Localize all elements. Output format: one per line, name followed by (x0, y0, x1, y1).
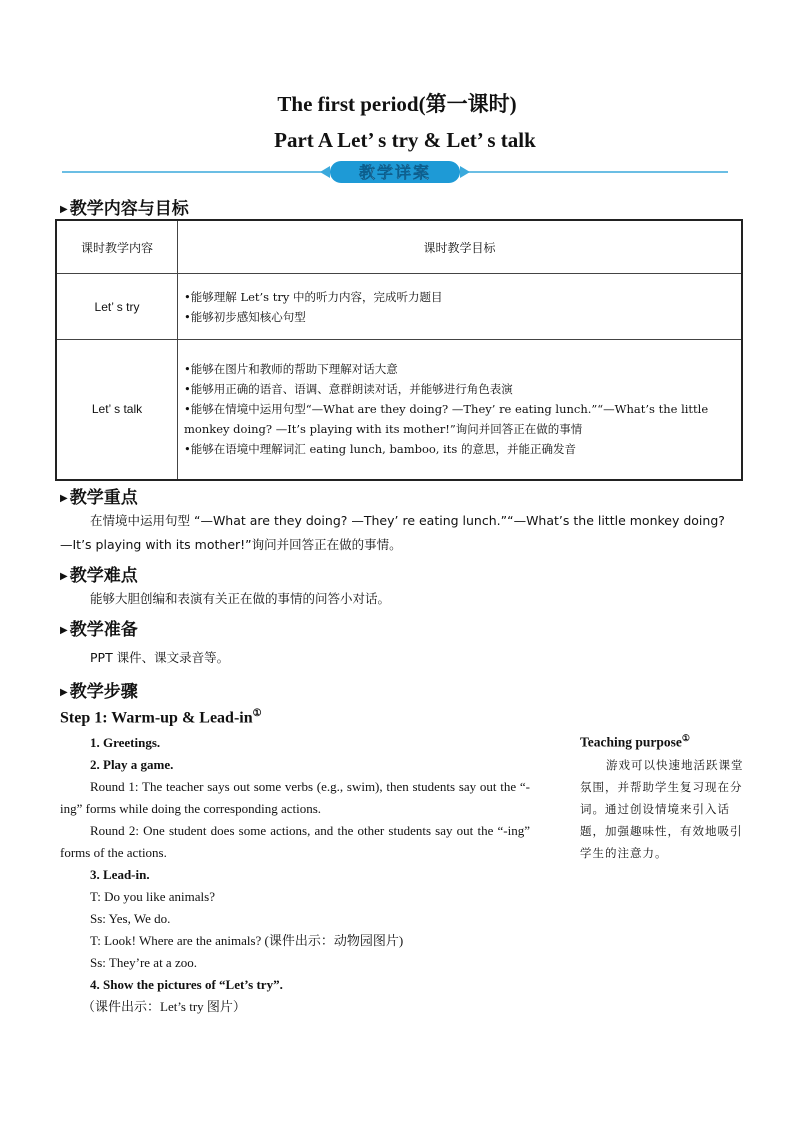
table-header-row (56, 220, 742, 274)
section-difficult-heading: ▶ 教学难点 (60, 566, 138, 586)
triangle-bullet-icon: ▶ (60, 571, 68, 582)
banner-divider (62, 158, 728, 188)
key-text: 在情境中运用句型 “—What are they doing? —They’ re eating lunch.”“—What’s the little monkey doing? —It’s playing with its mother!”询问并回答正在做的事情。 (60, 513, 725, 552)
section-prep-heading: ▶ 教学准备 (60, 620, 138, 640)
dialogue-line: Ss: They’re at a zoo. (90, 955, 197, 970)
dialogue-line: T: Look! Where are the animals? (课件出示：动物园图片) (90, 933, 404, 948)
row-goals-cell (178, 340, 743, 480)
header-content-cell: 课时教学内容 (56, 220, 178, 274)
prep-text: PPT 课件、课文录音等。 (90, 650, 230, 665)
section-key-heading: ▶ 教学重点 (60, 488, 138, 508)
page-subtitle: Part A Let’ s try & Let’ s talk (274, 128, 536, 152)
section-goals-heading: ▶ 教学内容与目标 (60, 199, 189, 219)
triangle-bullet-icon: ▶ (60, 625, 68, 636)
teaching-purpose-text: 游戏可以快速地活跃课堂氛围，并帮助学生复习现在分词。通过创设情境来引入话题，加强趣味性，有效地吸引学生的注意力。 (580, 758, 744, 860)
goal-line: •能够理解 Let’s try 中的听力内容，完成听力题目 (184, 289, 443, 304)
triangle-bullet-icon: ▶ (60, 204, 68, 215)
table-row (56, 274, 742, 340)
goal-line: •能够用正确的语音、语调、意群朗读对话，并能够进行角色表演 (184, 382, 513, 397)
triangle-bullet-icon: ▶ (60, 687, 68, 698)
show-note: （课件出示：Let’s try 图片） (82, 999, 246, 1014)
dialogue-line: T: Do you like animals? (90, 889, 215, 904)
step-item: 2. Play a game. (90, 757, 174, 772)
section-steps-heading: ▶ 教学步骤 (60, 682, 138, 702)
step1-body (60, 732, 530, 1018)
triangle-bullet-icon: ▶ (60, 493, 68, 504)
step-item: 4. Show the pictures of “Let’s try”. (90, 977, 283, 992)
footnote-marker: ① (681, 733, 690, 743)
goal-line: •能够在情境中运用句型“—What are they doing? —They’ re eating lunch.”“—What’s the little monkey doing? —It’s playing with its mother!”询问并回答正在做的事情 (184, 402, 709, 437)
teaching-purpose-title: Teaching purpose① (580, 733, 690, 750)
goal-line: •能够在语境中理解词汇 eating lunch, bamboo, its 的意思，并能正确发音 (184, 442, 576, 457)
goal-line: •能够初步感知核心句型 (184, 309, 306, 324)
table-row (56, 340, 742, 480)
goals-table (55, 219, 743, 481)
row-goals-cell (178, 274, 743, 340)
round1-text: Round 1: The teacher says out some verbs (e.g., swim), then students say out the “-ing” forms while doing the corresponding actions. (60, 779, 530, 816)
header-goal-cell: 课时教学目标 (178, 220, 743, 274)
footnote-marker: ① (252, 708, 262, 719)
goal-line: •能够在图片和教师的帮助下理解对话大意 (184, 362, 398, 377)
page-title: The first period(第一课时) (277, 92, 517, 116)
step-item: 1. Greetings. (90, 735, 161, 750)
round2-text: Round 2: One student does some actions, and the other students say out the “-ing” forms of the actions. (60, 823, 530, 860)
difficult-text: 能够大胆创编和表演有关正在做的事情的问答小对话。 (90, 591, 391, 606)
row-content-cell: Let’ s talk (56, 340, 178, 480)
dialogue-line: Ss: Yes, We do. (90, 911, 171, 926)
row-content-cell: Let’ s try (56, 274, 178, 340)
banner-text: 教学详案 (358, 163, 432, 182)
step-item: 3. Lead-in. (90, 867, 150, 882)
step1-title: Step 1: Warm-up & Lead-in① (60, 708, 262, 727)
